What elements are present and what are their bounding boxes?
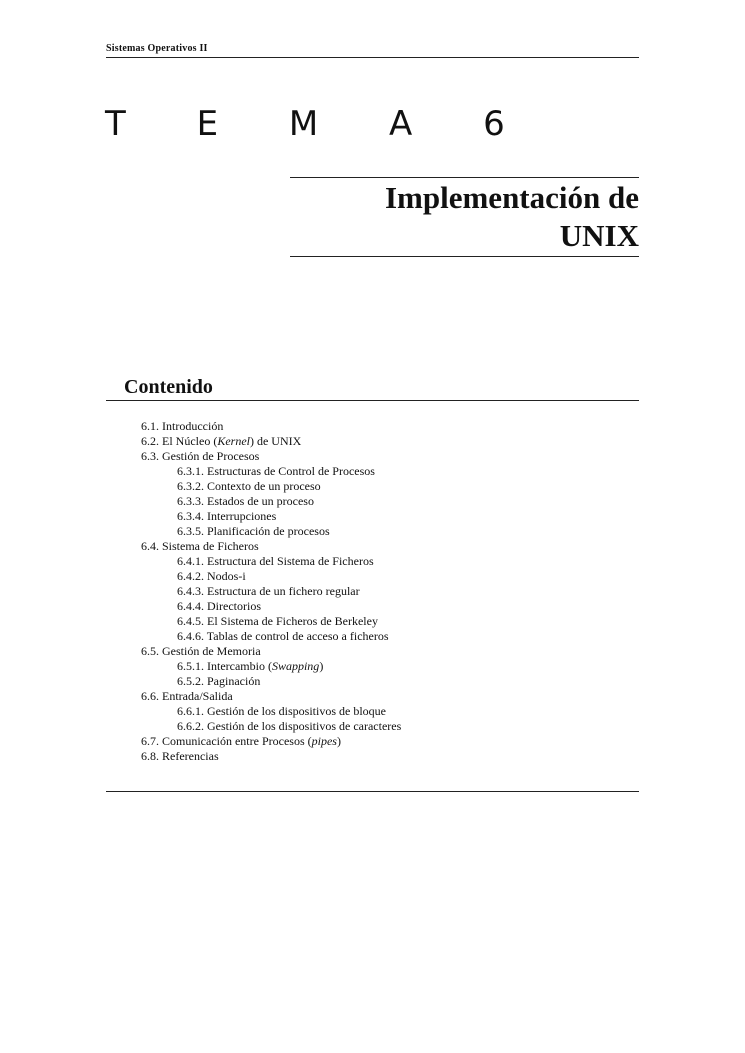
toc-item [0,479,745,494]
contents-heading: Contenido [124,376,213,398]
toc-item-text: 6.2. El Núcleo ( [141,434,218,448]
chapter-title-line1: Implementación de [384,180,639,215]
toc-item-text: ) [336,734,341,748]
toc-item-text: 6.3.2. Contexto de un proceso [177,479,321,493]
toc-item [0,704,745,719]
toc-item [0,509,745,524]
title-divider-bottom [290,256,639,257]
chapter-title-line2: UNIX [559,218,639,253]
toc-item [0,494,745,509]
toc-item-text: 6.6.2. Gestión de los dispositivos de caracteres [177,719,402,733]
running-header: Sistemas Operativos II [106,43,208,54]
toc-item [0,749,745,764]
toc-item [0,689,745,704]
toc-item [0,644,745,659]
toc-item-text: 6.5.1. Intercambio ( [177,659,272,673]
toc-item [0,569,745,584]
toc-item [0,524,745,539]
toc-item-term: pipes [311,734,337,748]
toc-item-text: 6.4. Sistema de Ficheros [141,539,259,553]
toc-item [0,554,745,569]
toc-item [0,719,745,734]
toc-item-text: 6.6. Entrada/Salida [141,689,233,703]
toc-item-text: 6.3. Gestión de Procesos [141,449,260,463]
chapter-title [290,179,639,255]
header-divider [106,57,639,58]
toc-item-text: 6.4.3. Estructura de un fichero regular [177,584,360,598]
contents-bottom-divider [106,791,639,792]
toc-item-text: 6.4.4. Directorios [177,599,261,613]
toc-item-text: 6.8. Referencias [141,749,219,763]
toc-item-term: Kernel [217,434,250,448]
toc-item-text: 6.1. Introducción [141,419,224,433]
title-divider-top [290,177,639,178]
toc-item [0,584,745,599]
toc-item-text: 6.4.1. Estructura del Sistema de Ficheros [177,554,374,568]
toc-item-text: 6.5. Gestión de Memoria [141,644,261,658]
toc-item [0,449,745,464]
toc-item-text: 6.4.5. El Sistema de Ficheros de Berkeley [177,614,378,628]
toc-item-text: 6.5.2. Paginación [177,674,261,688]
contents-divider [106,400,639,401]
toc-item-text: ) [319,659,324,673]
toc-item-term: Swapping [271,659,320,673]
toc-item [0,434,745,449]
toc-item-text: 6.3.5. Planificación de procesos [177,524,330,538]
toc-item [0,599,745,614]
toc-item-text: 6.3.3. Estados de un proceso [177,494,314,508]
chapter-label: T E M A 6 [105,104,535,144]
toc-item-text: ) de UNIX [249,434,302,448]
toc-item [0,659,745,674]
toc-item [0,674,745,689]
toc-item-text: 6.7. Comunicación entre Procesos ( [141,734,312,748]
toc-item [0,464,745,479]
toc-item-text: 6.4.6. Tablas de control de acceso a ficheros [177,629,389,643]
toc-item-text: 6.3.1. Estructuras de Control de Procesos [177,464,375,478]
table-of-contents [0,419,745,764]
toc-item-text: 6.4.2. Nodos-i [177,569,246,583]
toc-item [0,734,745,749]
toc-item [0,614,745,629]
toc-item-text: 6.3.4. Interrupciones [177,509,277,523]
toc-item [0,629,745,644]
toc-item [0,539,745,554]
toc-item-text: 6.6.1. Gestión de los dispositivos de bloque [177,704,386,718]
toc-item [0,419,745,434]
